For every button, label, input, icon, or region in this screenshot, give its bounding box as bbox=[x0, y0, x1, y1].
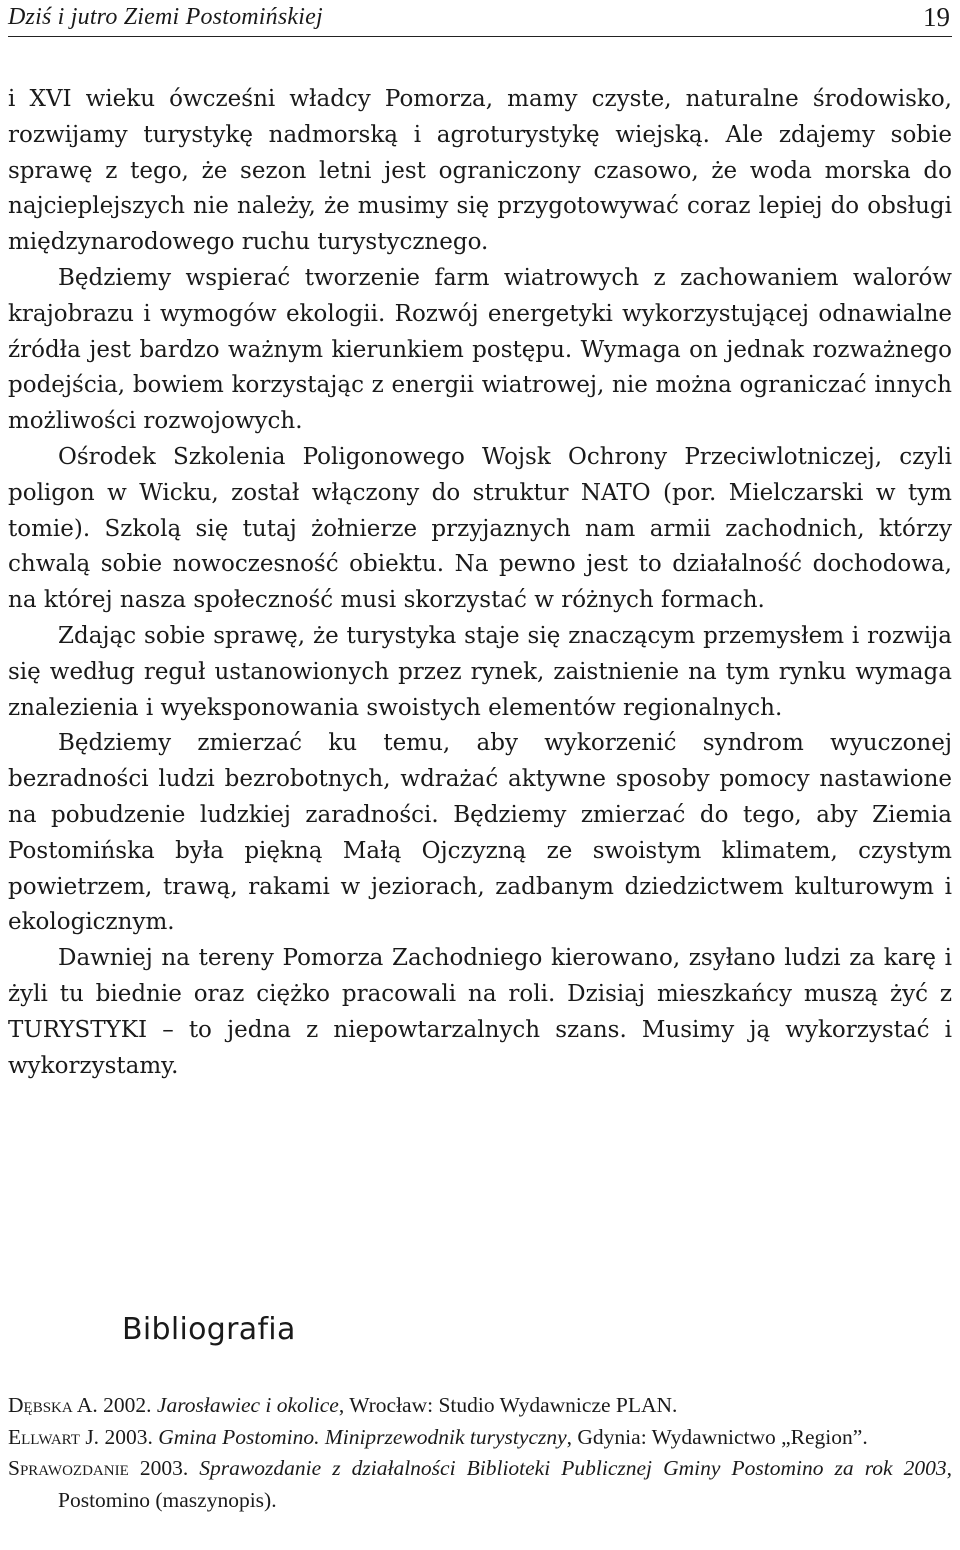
entry-publication: , Wrocław: Studio Wydawnicze PLAN. bbox=[338, 1393, 678, 1417]
paragraph: Będziemy zmierzać ku temu, aby wykorzenić syndrom wyuczonej bezradności ludzi bezrobotnych, wdrażać aktywne sposoby pomocy nastawione na pobudzenie ludzkiej zaradności. Będziemy zmierzać do tego, aby Ziemia Postomińska była piękną Małą Ojczyzną ze swoistym klimatem, czystym powietrzem, trawą, rakami w jeziorach, zadbanym dziedzictwem kulturowym i ekologicznym. bbox=[8, 730, 952, 936]
entry-publication: , Postomino (maszynopis). bbox=[58, 1456, 953, 1512]
entry-author: Ellwart J. bbox=[8, 1424, 100, 1449]
entry-title: Gmina Postomino. Miniprzewodnik turystyczny bbox=[158, 1424, 567, 1449]
entry-author: Dębska A. bbox=[8, 1393, 98, 1417]
entry-author: Sprawozdanie bbox=[8, 1456, 129, 1481]
bibliography-entry bbox=[8, 1453, 952, 1516]
paragraph: Ośrodek Szkolenia Poligonowego Wojsk Ochrony Przeciwlotniczej, czyli poligon w Wicku, został włączony do struktur NATO (por. Mielczarski w tym tomie). Szkolą się tutaj żołnierze przyjaznych nam armii zachodnich, którzy chwalą sobie nowoczesność obiektu. Na pewno jest to działalność dochodowa, na której nasza społeczność musi skorzystać w różnych formach. bbox=[8, 443, 952, 614]
body-text bbox=[8, 82, 952, 1084]
running-title: Dziś i jutro Ziemi Postomińskiej bbox=[8, 4, 323, 30]
entry-publication: , Gdynia: Wydawnictwo „Region”. bbox=[566, 1424, 868, 1449]
bibliography-entry bbox=[8, 1390, 952, 1422]
entry-title: Jarosławiec i okolice bbox=[156, 1393, 339, 1417]
paragraph: Dawniej na tereny Pomorza Zachodniego kierowano, zsyłano ludzi za karę i żyli tu biednie oraz ciężko pracowali na roli. Dzisiaj mieszkańcy muszą żyć z TURYSTYKI – to jedna z niepowtarzalnych szans. Musimy ją wykorzystać i wykorzystamy. bbox=[8, 945, 952, 1079]
paragraph: Będziemy wspierać tworzenie farm wiatrowych z zachowaniem walorów krajobrazu i wymogów ekologii. Rozwój energetyki wykorzystującej odnawialne źródła jest bardzo ważnym kierunkiem postępu. Wymaga on jednak rozważnego podejścia, bowiem korzystając z energii wiatrowej, nie można ograniczać innych możliwości rozwojowych. bbox=[8, 264, 952, 435]
paragraph: Zdając sobie sprawę, że turystyka staje się znaczącym przemysłem i rozwija się według reguł ustanowionych przez rynek, zaistnienie na tym rynku wymaga znalezienia i wyeksponowania swoistych elementów regionalnych. bbox=[8, 622, 952, 721]
entry-year: 2002. bbox=[103, 1393, 152, 1417]
entry-year: 2003. bbox=[139, 1456, 189, 1481]
paragraph: i XVI wieku ówcześni władcy Pomorza, mamy czyste, naturalne środowisko, rozwijamy turystykę nadmorską i agroturystykę wiejską. Ale zdajemy sobie sprawę z tego, że sezon letni jest ograniczony czasowo, że woda morska do najcieplejszych nie należy, że musimy się przygotowywać coraz lepiej do obsługi międzynarodowego ruchu turystycznego. bbox=[8, 86, 952, 256]
bibliography-list bbox=[8, 1390, 952, 1516]
page-header bbox=[8, 0, 952, 37]
bibliography-heading: Bibliografia bbox=[122, 1312, 296, 1347]
bibliography-entry bbox=[8, 1422, 952, 1454]
entry-year: 2003. bbox=[104, 1424, 153, 1449]
page-number: 19 bbox=[923, 2, 950, 32]
entry-title: Sprawozdanie z działalności Biblioteki Publicznej Gminy Postomino za rok 2003 bbox=[199, 1456, 947, 1481]
